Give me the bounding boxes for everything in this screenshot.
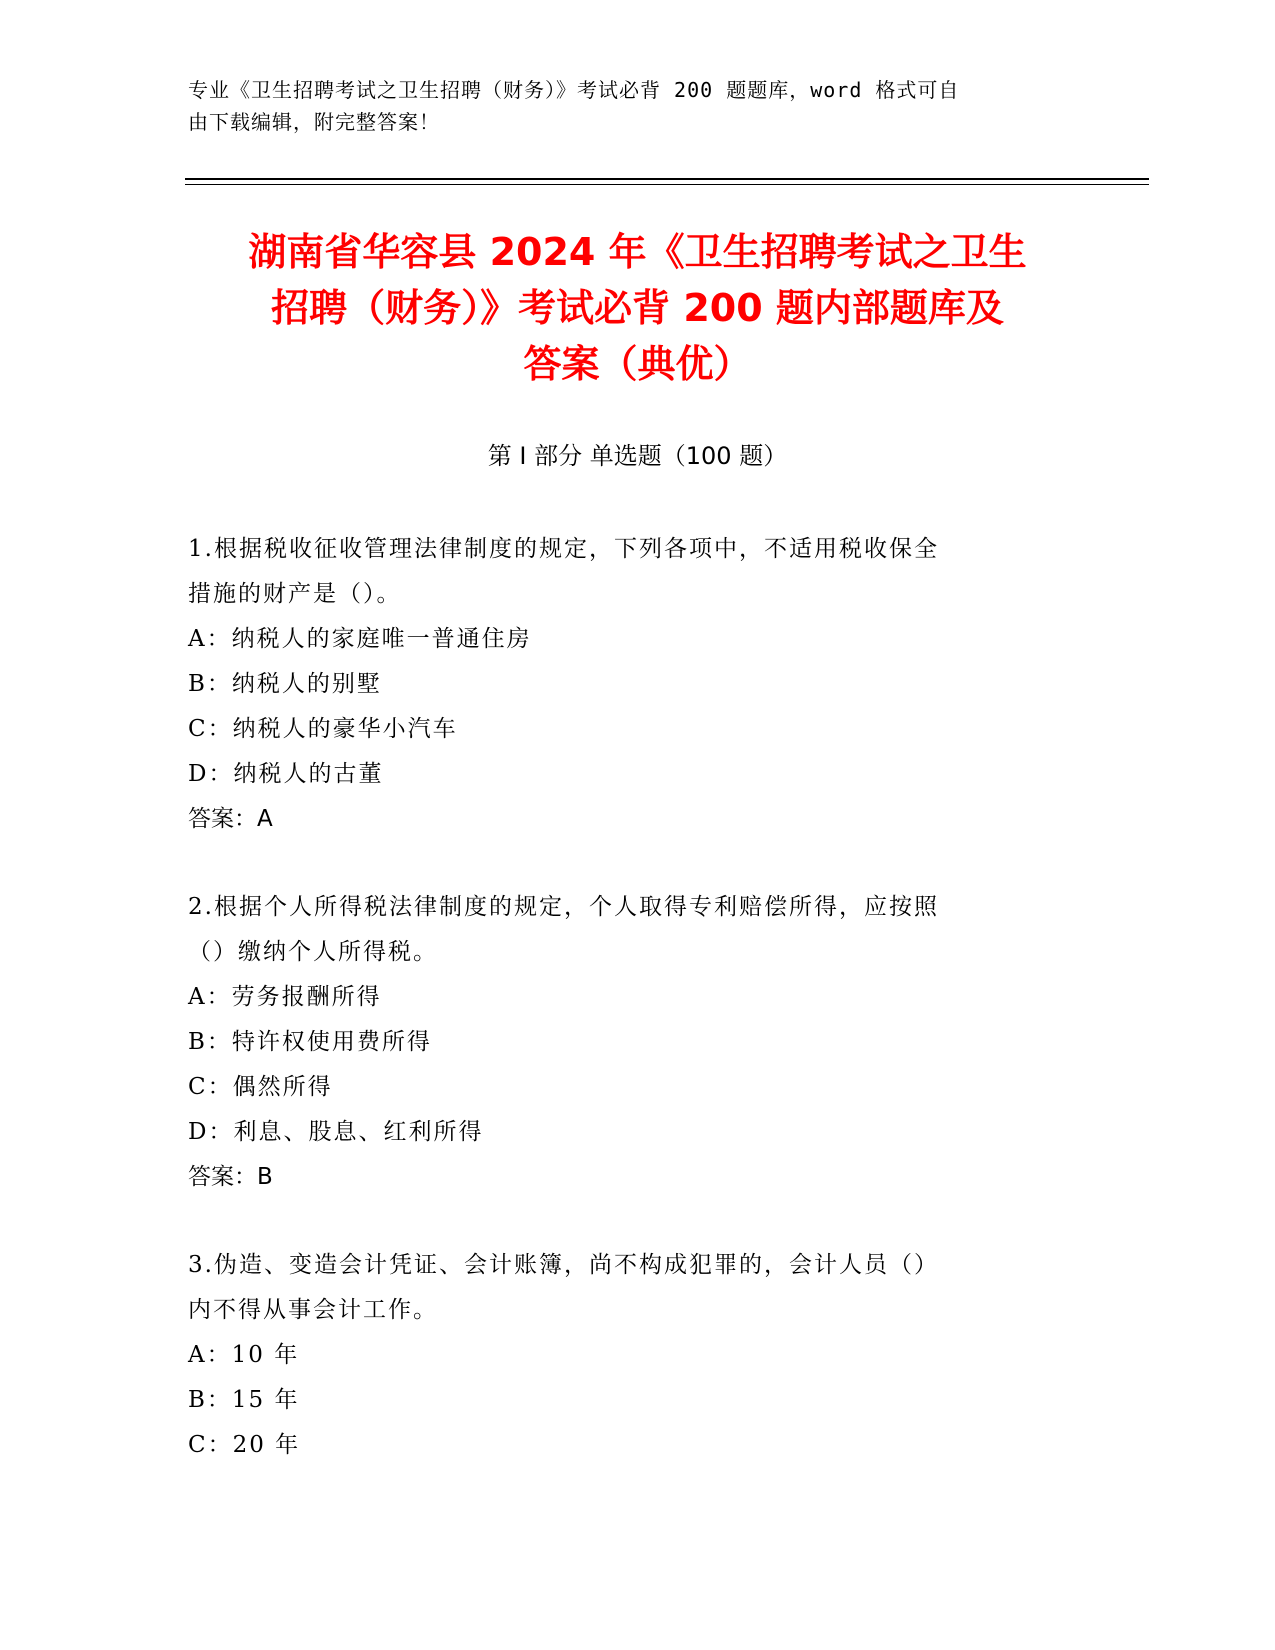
question-list: [188, 527, 1068, 1511]
section-title: 第 I 部分 单选题（100 题）: [487, 442, 788, 470]
question-stem-line: （）缴纳个人所得税。: [188, 939, 438, 965]
document-title: [170, 224, 1105, 392]
header-note: [188, 74, 1068, 138]
document-title-line-1: 湖南省华容县 2024 年《卫生招聘考试之卫生: [248, 230, 1027, 274]
option-b: B：特许权使用费所得: [188, 1029, 432, 1055]
option-d: D：利息、股息、红利所得: [188, 1119, 484, 1145]
document-title-line-3: 答案（典优）: [523, 342, 752, 386]
option-a: A：劳务报酬所得: [188, 984, 382, 1010]
question-3: [188, 1243, 1068, 1468]
answer-line: 答案：A: [188, 806, 273, 832]
option-b: B：纳税人的别墅: [188, 671, 382, 697]
option-c: C：偶然所得: [188, 1074, 333, 1100]
question-stem-line: 措施的财产是（）。: [188, 581, 402, 607]
header-divider-thick: [185, 178, 1149, 180]
question-stem-line: 3.伪造、变造会计凭证、会计账簿，尚不构成犯罪的，会计人员（）: [188, 1252, 939, 1278]
header-divider-thin: [185, 184, 1149, 185]
question-1: [188, 527, 1068, 842]
option-c: C：纳税人的豪华小汽车: [188, 716, 458, 742]
option-a: A：10 年: [188, 1342, 300, 1368]
option-b: B：15 年: [188, 1387, 300, 1413]
option-a: A：纳税人的家庭唯一普通住房: [188, 626, 532, 652]
header-note-line-1: 专业《卫生招聘考试之卫生招聘（财务）》考试必背 200 题题库，word 格式可自: [188, 78, 960, 102]
question-stem-line: 1.根据税收征收管理法律制度的规定，下列各项中，不适用税收保全: [188, 536, 939, 562]
option-d: D：纳税人的古董: [188, 761, 384, 787]
header-note-line-2: 由下载编辑，附完整答案！: [188, 110, 440, 134]
document-title-line-2: 招聘（财务）》考试必背 200 题内部题库及: [271, 286, 1004, 330]
question-stem-line: 2.根据个人所得税法律制度的规定，个人取得专利赔偿所得，应按照: [188, 894, 939, 920]
option-c: C：20 年: [188, 1432, 301, 1458]
question-stem-line: 内不得从事会计工作。: [188, 1297, 438, 1323]
answer-line: 答案：B: [188, 1164, 273, 1190]
question-2: [188, 885, 1068, 1200]
